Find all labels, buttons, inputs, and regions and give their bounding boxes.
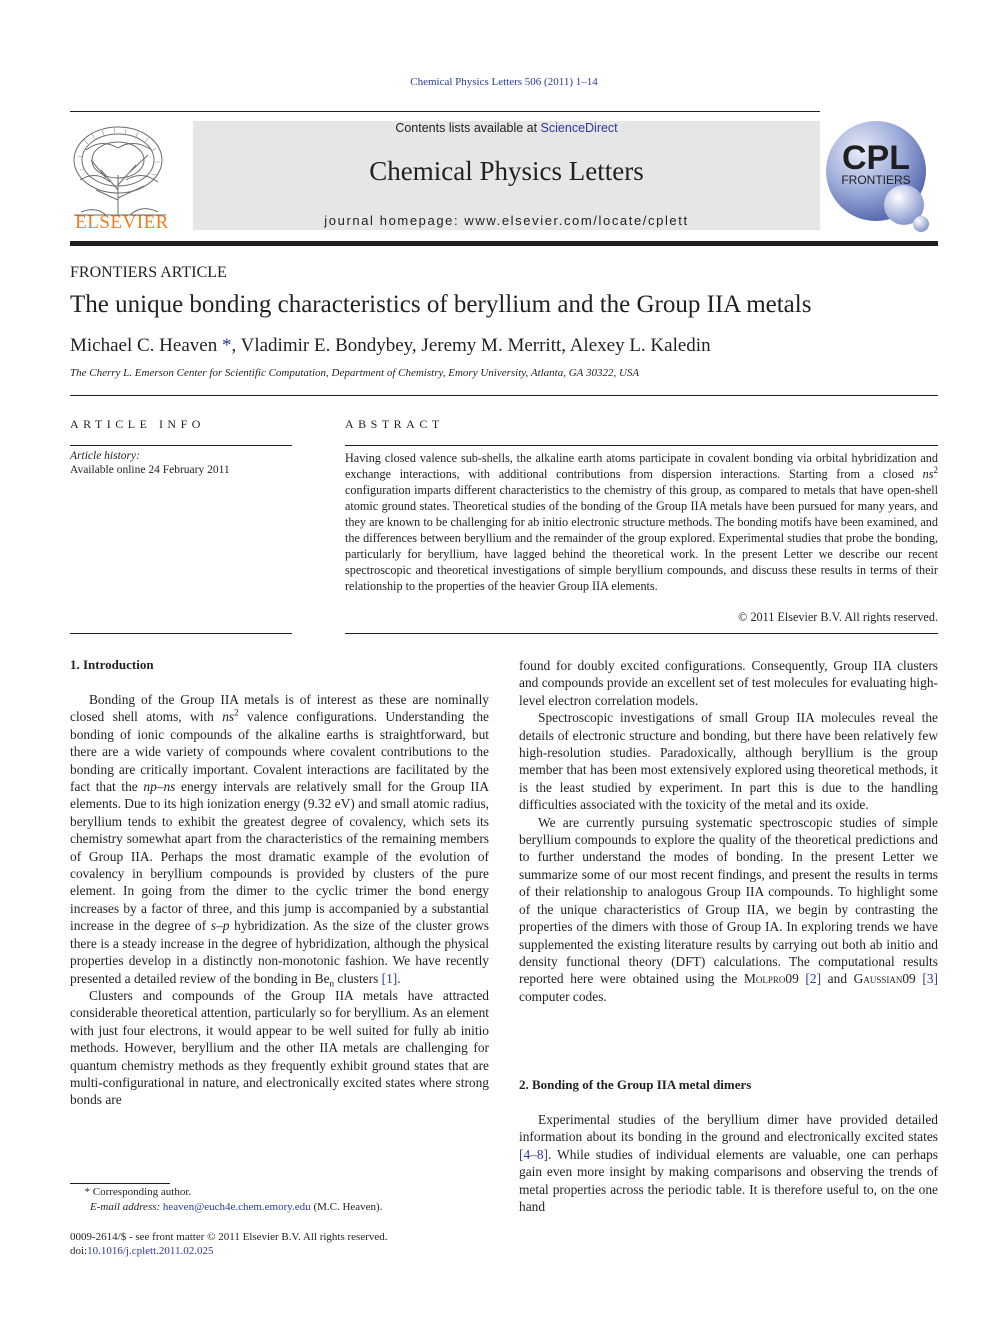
section-1-heading: 1. Introduction (70, 657, 154, 672)
heading-rule (70, 395, 938, 396)
footnote-mark: * (84, 1186, 90, 1198)
intro-p4-text-e: computer codes. (519, 988, 607, 1004)
contents-line (193, 121, 820, 135)
doi-link[interactable]: 10.1016/j.cplett.2011.02.025 (87, 1245, 214, 1257)
intro-p1-text-d: hybridization. As the size of the cluster grows there is a steady increase in the degree of hybridization, although the physical properties develop in a distinctly non-monotonic fashion. We have recently presented a detailed review of the bonding in Be (70, 918, 489, 986)
article-history-label: Article history: (70, 450, 140, 462)
doi-line (70, 1245, 214, 1257)
doi-label: doi: (70, 1245, 88, 1257)
intro-p1-sp: s–p (210, 918, 230, 934)
abstract-copyright: © 2011 Elsevier B.V. All rights reserved. (738, 610, 938, 624)
intro-p4-text-c: and (821, 971, 854, 987)
dimer-p1-text-a: Experimental studies of the beryllium dimer have provided detailed information about its bonding in the ground and electronically excited states (519, 1112, 938, 1145)
citation-link[interactable]: [1] (381, 970, 398, 986)
section-2-heading: 2. Bonding of the Group IIA metal dimers (519, 1077, 752, 1092)
cpl-frontiers-logo-icon (824, 119, 936, 233)
email-note (70, 1201, 382, 1213)
journal-reference[interactable]: Chemical Physics Letters 506 (2011) 1–14 (410, 76, 598, 88)
intro-p1-sup: 2 (234, 707, 239, 718)
cpl-logo-sub-text: FRONTIERS (841, 173, 911, 187)
intro-p1-ns: ns (222, 709, 235, 725)
article-info-bottom-rule (70, 633, 292, 634)
abstract-ns: ns (922, 467, 934, 481)
article-title: The unique bonding characteristics of beryllium and the Group IIA metals (70, 291, 812, 318)
intro-paragraph-1 (70, 691, 489, 987)
publisher-wordmark: ELSEVIER (75, 212, 169, 233)
abstract-bottom-rule (345, 633, 938, 634)
header-thick-rule (70, 241, 938, 246)
column-1-body (70, 691, 489, 1109)
author-others: , Vladimir E. Bondybey, Jeremy M. Merritt, Alexey L. Kaledin (231, 335, 711, 356)
abstract-heading: ABSTRACT (345, 417, 444, 431)
article-info-rule (70, 445, 292, 446)
journal-homepage[interactable]: journal homepage: www.elsevier.com/locate/cplett (324, 213, 689, 228)
footnote-rule (70, 1183, 170, 1184)
citation-link[interactable]: [2] (805, 971, 822, 987)
affiliation: The Cherry L. Emerson Center for Scientific Computation, Department of Chemistry, Emory University, Atlanta, GA 30322, USA (70, 367, 640, 379)
corresponding-label: Corresponding author. (90, 1186, 192, 1198)
abstract-sup: 2 (933, 464, 938, 475)
author-list (70, 335, 711, 357)
intro-p1-npns: np–ns (143, 779, 176, 795)
intro-p4-text-d: 09 (902, 971, 923, 987)
intro-p1-text-c: energy intervals are relatively small for the Group IIA elements. Due to its high ionization energy (9.32 eV) and small atomic radius, beryllium tends to exhibit the greatest degree of covalency, which sets its chemistry somewhat apart from the characteristics of the remaining members of Group IIA. Perhaps the most dramatic example of the evolution of covalency in beryllium compounds is provided by clusters of the pure element. In going from the dimer to the cyclic trimer the bond energy increases by a factor of three, and this jump is accompanied by a substantial increase in the degree of (70, 779, 489, 934)
intro-p4-text-a: We are currently pursuing systematic spectroscopic studies of simple beryllium compounds to explore the quality of the theoretical predictions and to further understand the modes of bonding. In the present Letter we summarize some of our most recent findings, and present the results in terms of their relationship to analogous Group IIA compounds. To highlight some of the unique characteristics of Group IIA, we begin by contrasting the properties of the dimers with those of Group IA. In exploring trends we have supplemented the existing literature results by carrying out both ab initio and density functional theory (DFT) calculations. The computational results reported here were obtained using the (519, 814, 938, 987)
intro-paragraph-3: Spectroscopic investigations of small Group IIA molecules reveal the details of electronic structure and bonding, but there have been relatively few high-resolution studies. Paradoxically, although beryllium is the group member that has been most extensively explored using theoretical methods, it is the least studied by experiment. In part this is due to the handling difficulties associated with the toxicity of the metal and its oxide. (519, 710, 938, 813)
contents-prefix: Contents lists available at (395, 121, 541, 135)
email-link[interactable]: heaven@euch4e.chem.emory.edu (162, 1201, 311, 1213)
issn-line: 0009-2614/$ - see front matter © 2011 Elsevier B.V. All rights reserved. (70, 1231, 388, 1243)
gaussian-name: Gaussian (853, 971, 903, 987)
abstract-part-1: Having closed valence sub-shells, the alkaline earth atoms participate in covalent bonding via orbital hybridization and exchange interactions, with additional contributions from dispersion interactions. Starting from a closed (345, 451, 938, 481)
abstract-text (345, 450, 938, 594)
article-history-value: Available online 24 February 2011 (70, 464, 230, 476)
molpro-name: Molpro (743, 971, 786, 987)
citation-link[interactable]: [3] (922, 971, 938, 987)
corresponding-author-note (70, 1186, 191, 1198)
intro-p1-text-e: clusters (334, 970, 382, 986)
cpl-logo-main-text: CPL (842, 139, 910, 177)
corresponding-author-mark[interactable]: * (217, 335, 232, 356)
email-owner: (M.C. Heaven). (310, 1201, 383, 1213)
sciencedirect-link[interactable]: ScienceDirect (540, 121, 618, 135)
dimer-paragraph-1 (519, 1111, 938, 1215)
journal-name: Chemical Physics Letters (369, 156, 644, 186)
intro-paragraph-2: Clusters and compounds of the Group IIA metals have attracted considerable theoretical attention, particularly so for beryllium. As an element with just four electrons, it would appear to be well suited for fully ab initio methods. However, beryllium and the other IIA metals are challenging for quantum chemistry methods as they frequently exhibit ground states that are multi-configurational in nature, and electronically excited states where strong bonds are (70, 987, 489, 1108)
intro-p4-text-b: 09 (785, 971, 806, 987)
article-info-heading: ARTICLE INFO (70, 417, 205, 431)
intro-paragraph-continued: found for doubly excited configurations. Consequently, Group IIA clusters and compounds provide an excellent set of test molecules for evaluating high-level electron correlation models. (519, 658, 938, 708)
email-label: E-mail address: (90, 1201, 163, 1213)
section-2-body (519, 1111, 938, 1215)
abstract-part-2: configuration imparts different characteristics to the chemistry of this group, as compared to metals that have open-shell atomic ground states. Theoretical studies of the bonding of the Group IIA metals have been pursued for many years, and they are known to be challenging for ab initio electronic structure methods. The bonding motifs have been examined, and the differences between beryllium and the remainder of the group explored. Experimental studies that probe the bonding, particularly for beryllium, have lagged behind the theoretical work. In the present Letter we describe our recent spectroscopic and theoretical investigations of simple beryllium compounds, and discuss these results in terms of their relationship to the properties of the heavier Group IIA elements. (345, 483, 938, 593)
abstract-rule (345, 445, 938, 446)
citation-link[interactable]: [4–8] (519, 1146, 549, 1162)
intro-p1-text-a: Bonding of the Group IIA metals is of interest as these are nominally closed shell atoms, with (70, 692, 489, 725)
intro-paragraph-4 (519, 814, 938, 1005)
intro-p1-text-b: valence configurations. Understanding the bonding of ionic compounds of the alkaline earths is straightforward, but there are a wide variety of compounds where covalent contributions to the bonding are critically important. Covalent interactions are facilitated by the fact that the (70, 709, 489, 795)
header-top-rule (70, 111, 820, 112)
intro-p1-text-f: . (397, 970, 401, 986)
article-type: FRONTIERS ARTICLE (70, 264, 227, 281)
intro-p1-sub: n (329, 978, 335, 989)
dimer-p1-text-b: . While studies of individual elements are valuable, one can perhaps gain even more insight by making comparisons and observing the trends of metal properties across the periodic table. It is therefore useful to, on the one hand (519, 1146, 938, 1215)
column-2-body (519, 657, 938, 1005)
author-corresponding[interactable]: Michael C. Heaven (70, 335, 218, 356)
